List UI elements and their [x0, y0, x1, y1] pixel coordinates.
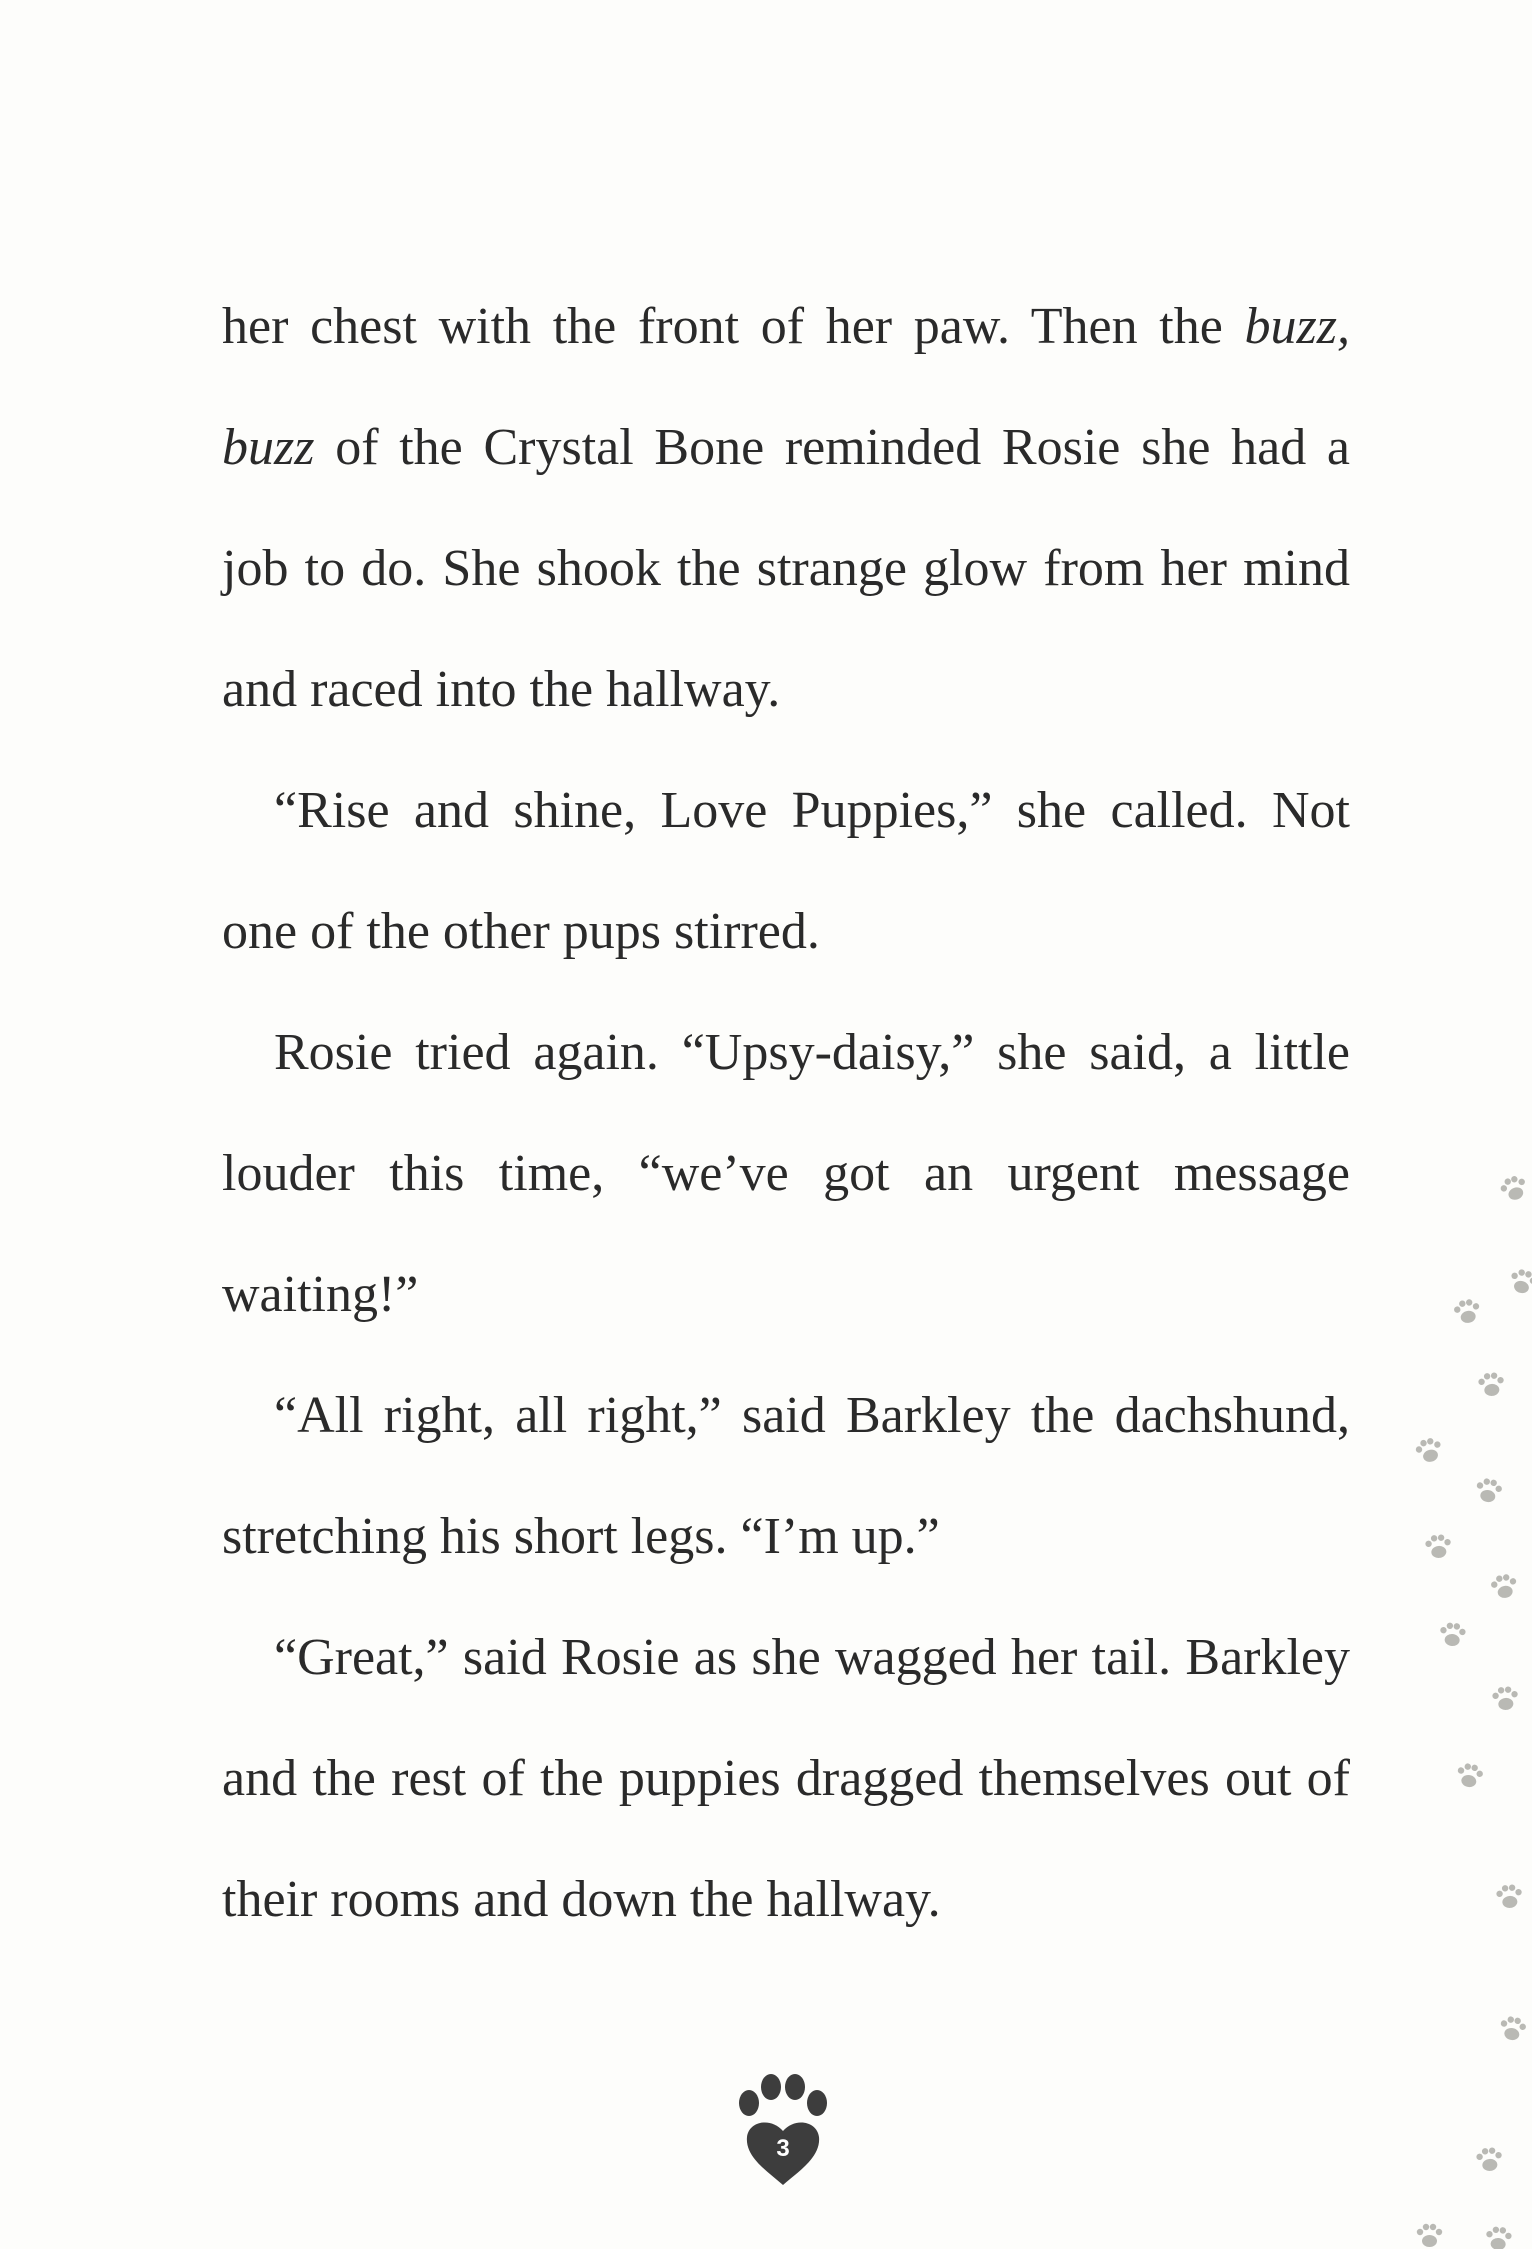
paw-print-icon [1414, 1436, 1445, 1465]
paw-print-icon [1496, 1884, 1523, 1909]
paw-print-icon [1417, 2224, 1442, 2247]
paw-heart-icon [737, 2073, 829, 2193]
text-run: “All right, all right,” said Barkley the dachshund, stretching his short legs. “I’m up.” [222, 1387, 1350, 1565]
text-run: of the Crystal Bone reminded Rosie she had a job to do. She shook the strange glow from her mind and raced into the hallway. [222, 419, 1350, 718]
paw-print-icon [1455, 1762, 1484, 1789]
page-number-badge [737, 2073, 829, 2193]
paragraph [222, 1355, 1350, 1597]
body-text [222, 266, 1350, 1960]
paragraph [222, 266, 1350, 750]
paw-print-icon [1485, 2226, 1512, 2249]
paw-print-icon [1474, 1477, 1503, 1504]
text-run: Rosie tried again. “Upsy-daisy,” she said, a little louder this time, “we’ve got an urgent message waiting!” [222, 1024, 1350, 1323]
italic-text: buzz, [1244, 298, 1350, 355]
paragraph [222, 992, 1350, 1355]
paw-print-icon [1498, 1173, 1530, 1203]
paw-print-icon [1439, 1622, 1466, 1647]
paw-print-icon [1425, 1534, 1452, 1559]
paw-print-icon [1508, 1267, 1532, 1296]
paw-print-icon [1478, 1372, 1505, 1397]
paw-print-icon [1490, 1573, 1519, 1600]
paragraph [222, 1597, 1350, 1960]
paw-print-icon [1476, 2147, 1503, 2172]
italic-text: buzz [222, 419, 315, 476]
text-run: her chest with the front of her paw. Then the [222, 298, 1245, 355]
text-run: “Great,” said Rosie as she wagged her tail. Barkley and the rest of the puppies dragged themselves out of their rooms and down the hallway. [222, 1629, 1350, 1928]
paw-print-icon [1453, 1298, 1482, 1325]
paragraph [222, 750, 1350, 992]
paw-print-icon [1498, 2015, 1527, 2042]
page-number: 3 [776, 2135, 790, 2162]
text-run: “Rise and shine, Love Puppies,” she called. Not one of the other pups stirred. [222, 782, 1350, 960]
paw-print-icon [1492, 1686, 1519, 1711]
